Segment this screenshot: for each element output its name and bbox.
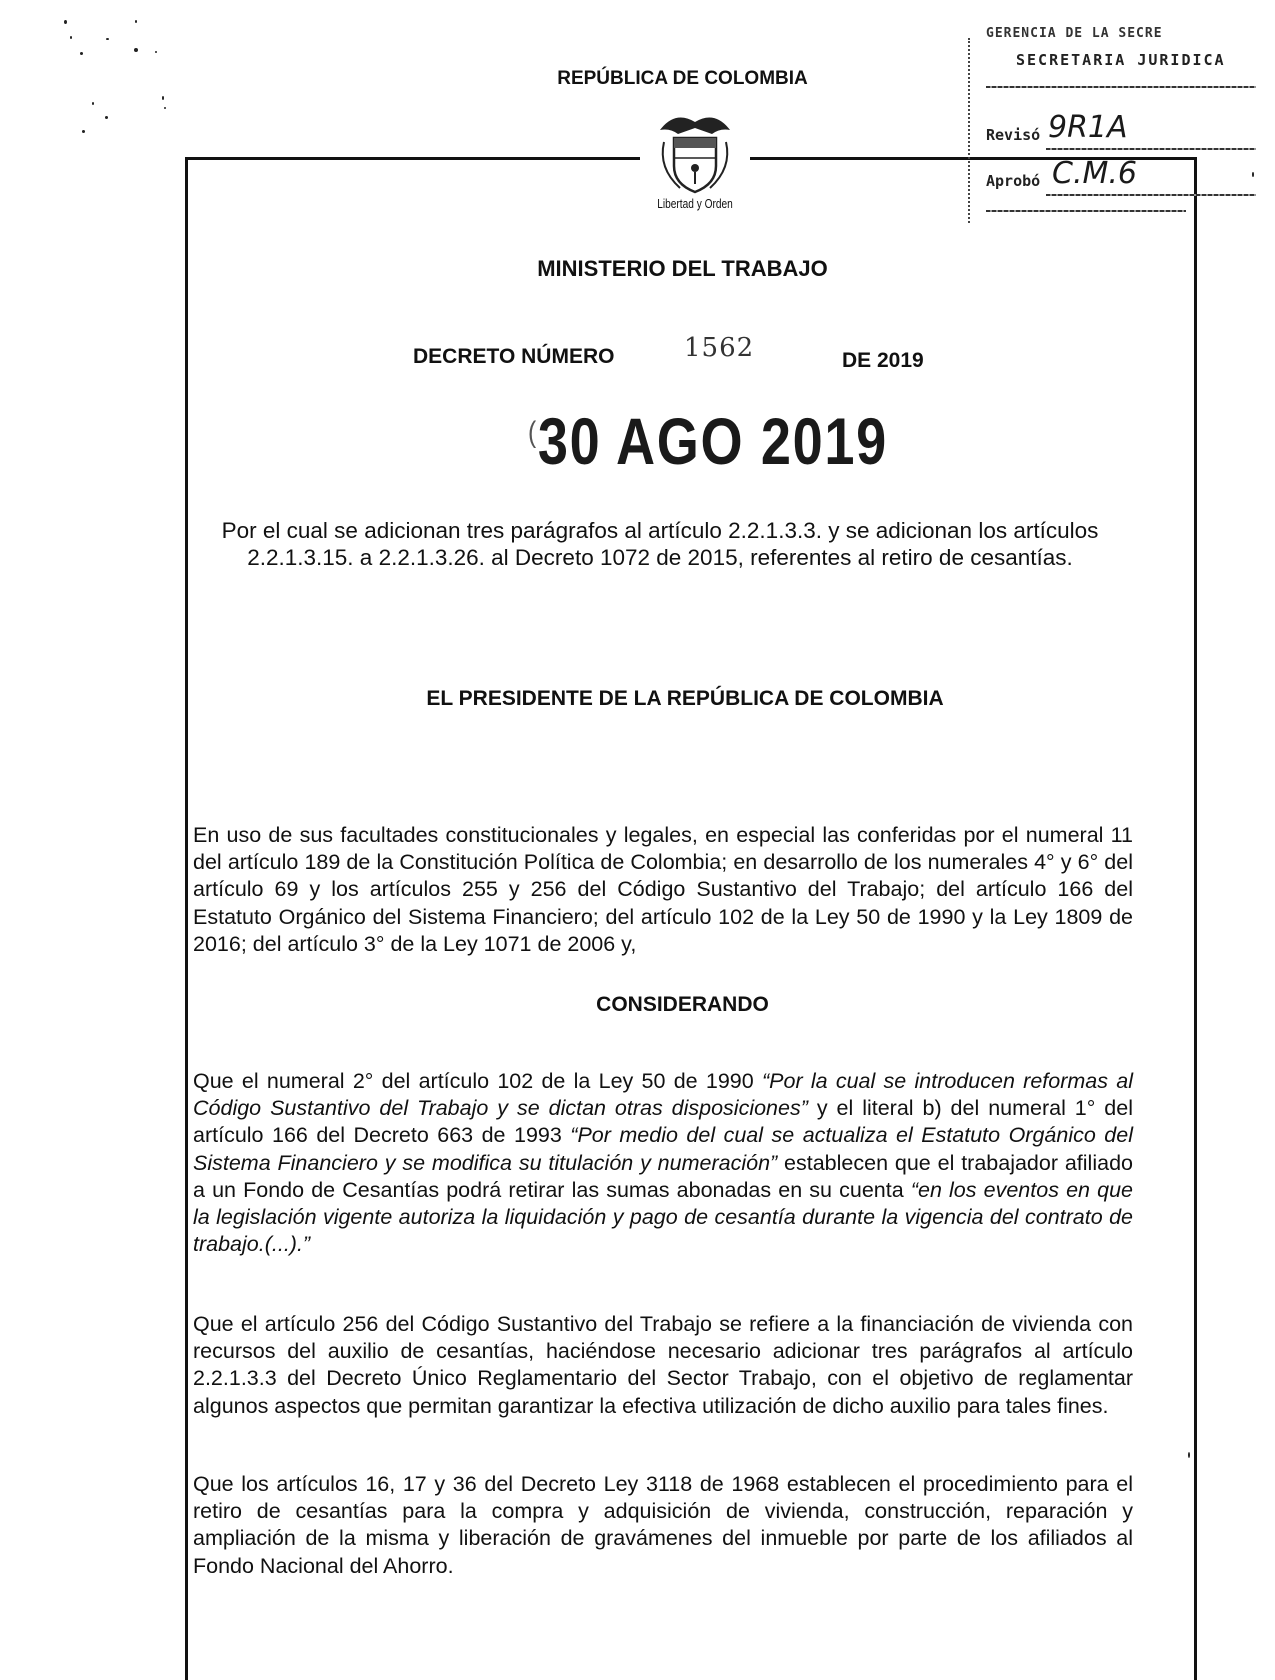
ministry-title: MINISTERIO DEL TRABAJO <box>537 256 828 281</box>
decree-date-stamp <box>528 403 888 479</box>
stamp-line-2: SECRETARIA JURIDICA <box>1016 51 1226 69</box>
considerando-heading: CONSIDERANDO <box>596 993 769 1016</box>
decree-label: DECRETO NÚMERO <box>413 345 615 368</box>
decree-epigraph: Por el cual se adicionan tres parágrafos al artículo 2.2.1.3.3. y se adicionan los artículos 2.2.1.3.15. a 2.2.1.3.26. al Decreto 1072 de 2015, referentes al retiro de cesantías. <box>221 518 1099 570</box>
faculties-paragraph: En uso de sus facultades constitucionales y legales, en especial las conferidas por el numeral 11 del artículo 189 de la Constitución Política de Colombia; en desarrollo de los numerales 4° y 6° del artículo 69 y los artículos 255 y 256 del Código Sustantivo del Trabajo; del artículo 166 del Estatuto Orgánico del Sistema Financiero; del artículo 102 de la Ley 50 de 1990 y la Ley 1809 de 2016; del artículo 3° de la Ley 1071 de 2006 y, <box>193 823 1133 956</box>
decree-year: DE 2019 <box>842 349 924 372</box>
stamp-approved-line <box>1046 194 1256 196</box>
motto: Libertad y Orden <box>657 196 733 211</box>
stamp-revised-label: Revisó <box>986 126 1041 144</box>
stamp-border <box>968 38 972 223</box>
crest-block <box>640 108 750 228</box>
stamp-line-1: GERENCIA DE LA SECRE <box>986 26 1163 41</box>
considerando-paragraph-3: Que los artículos 16, 17 y 36 del Decreto Ley 3118 de 1968 establecen el procedimiento para el retiro de cesantías para la compra y adquisición de vivienda, construcción, reparación y ampliación de la misma y liberación de gravámenes del inmueble por parte de los afiliados al Fondo Nacional del Ahorro. <box>193 1472 1133 1578</box>
president-heading: EL PRESIDENTE DE LA REPÚBLICA DE COLOMBIA <box>426 687 944 710</box>
country-title: REPÚBLICA DE COLOMBIA <box>557 68 808 89</box>
quoted-text: “en los eventos en que la legislación vigente autoriza la liquidación y pago de cesantía durante la vigencia del contrato de trabajo.(...).” <box>193 1177 1133 1257</box>
review-stamp <box>968 14 1268 219</box>
decree-number: 1562 <box>684 333 755 363</box>
decree-date: 30 AGO 2019 <box>537 404 888 478</box>
quoted-title: “Por medio del cual se actualiza el Estatuto Orgánico del Sistema Financiero y se modifica su titulación y numeración” <box>193 1123 1133 1175</box>
stamp-revised-signature: 9R1A <box>1048 110 1128 145</box>
stamp-revised-line <box>1046 148 1256 150</box>
text-run: establecen que el trabajador afiliado a un Fondo de Cesantías podrá retirar las sumas abonadas en su cuenta <box>193 1150 1133 1202</box>
text-run: y el literal b) del numeral 1° del artículo 166 del Decreto 663 de 1993 <box>193 1096 1133 1148</box>
stamp-approved-signature: C.M.6 <box>1052 156 1137 191</box>
header-rule-left <box>187 157 642 160</box>
stamp-divider <box>986 86 1256 88</box>
colombia-coat-of-arms-icon <box>650 108 740 198</box>
quoted-title: “Por la cual se introducen reformas al Código Sustantivo del Trabajo y se dictan otras disposiciones” <box>193 1069 1133 1121</box>
stamp-approved-label: Aprobó <box>986 172 1041 190</box>
date-paren: ( <box>528 416 538 449</box>
considerando-paragraph-1 <box>193 1068 1133 1258</box>
stamp-bottom-line <box>986 210 1186 212</box>
considerando-paragraph-2: Que el artículo 256 del Código Sustantivo del Trabajo se refiere a la financiación de vivienda con recursos del auxilio de cesantías, haciéndose necesario adicionar tres parágrafos al artículo 2.2.1.3.3 del Decreto Único Reglamentario del Sector Trabajo, con el objetivo de reglamentar algunos aspectos que permitan garantizar la efectiva utilización de dicho auxilio para tales fines. <box>193 1312 1133 1418</box>
text-run: Que el numeral 2° del artículo 102 de la Ley 50 de 1990 <box>193 1069 762 1093</box>
